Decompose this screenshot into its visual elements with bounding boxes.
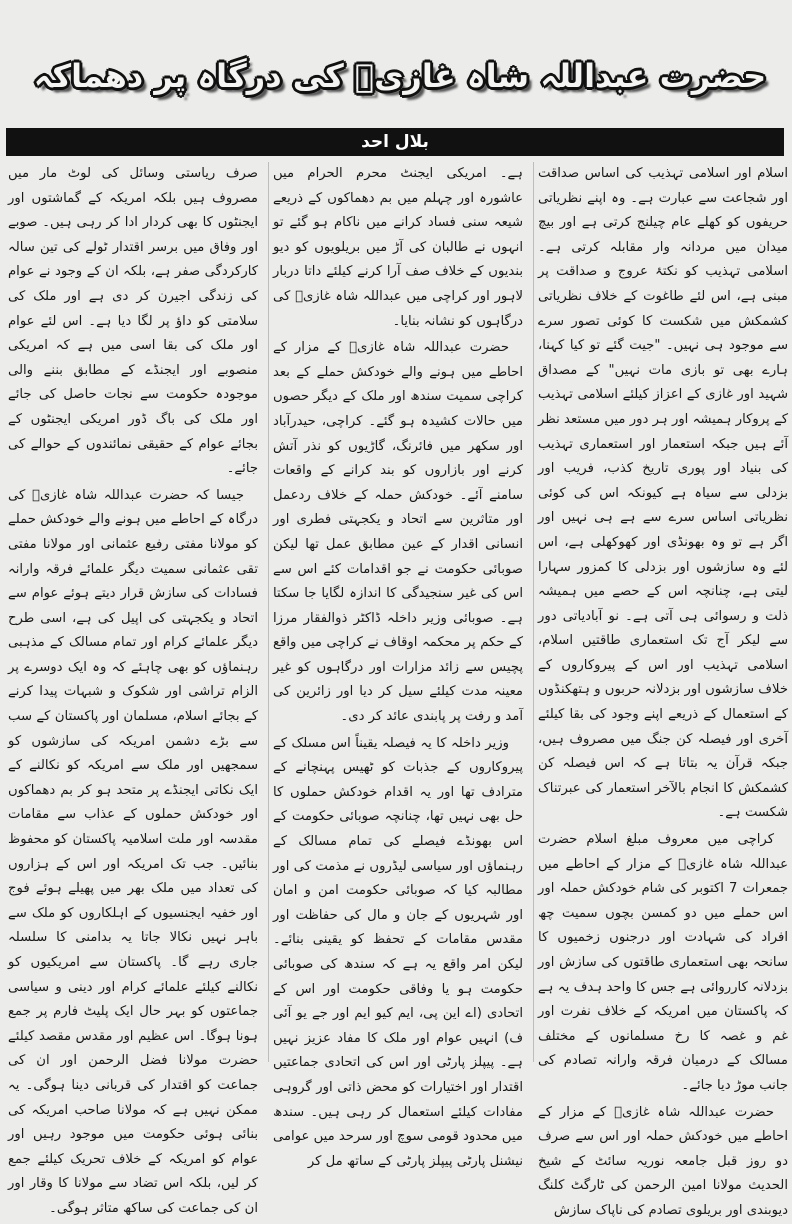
byline-bar [6, 128, 784, 156]
article-column-right [533, 162, 788, 1218]
byline: بلال احد [361, 132, 429, 152]
article-paragraph: ہے۔ امریکی ایجنٹ محرم الحرام میں عاشورہ اور چہلم میں بم دھماکوں کے ذریعے شیعہ سنی فساد کرانے میں ناکام ہو گئے تو انہوں نے طالبان کی آڑ میں بریلویوں کو دیو بندیوں کے خلاف صف آرا کرنے کیلئے داتا دربار لاہور اور کراچی میں عبداللہ شاہ غازیؒ کی درگاہوں کو نشانہ بنایا۔ [273, 166, 523, 329]
article-paragraph: جیسا کہ حضرت عبداللہ شاہ غازیؒ کی درگاہ کے احاطے میں ہونے والے خودکش حملے کو مولانا مفتی رفیع عثمانی اور مولانا مفتی تقی عثمانی سمیت دیگر علمائے فرقہ وارانہ فسادات کی سازش قرار دیتے ہوئے عوام سے اتحاد و یکجہتی کی اپیل کی ہے، اسی طرح دیگر علمائے کرام اور تمام مسالک کے مذہبی رہنماؤں کو بھی چاہئے کہ وہ ایک دوسرے پر الزام تراشی اور شکوک و شبہات پیدا کرنے کے بجائے اسلام، مسلمان اور پاکستان کے سب سے بڑے دشمن امریکہ کی سازشوں کو سمجھیں اور ملک سے امریکہ کو نکالنے کے ایک نکاتی ایجنڈے پر متحد ہو کر بم دھماکوں اور خودکش حملوں کے عذاب سے مقامات مقدسہ اور ملت اسلامیہ پاکستان کو محفوظ بنائیں۔ جب تک امریکہ اور اس کے ہزاروں کی تعداد میں ملک بھر میں پھیلے ہوئے فوج اور خفیہ ایجنسیوں کے اہلکاروں کو ملک سے باہر نہیں نکالا جاتا یہ بدامنی کا سلسلہ جاری رہے گا۔ پاکستان سے امریکیوں کو نکالنے کیلئے علمائے کرام اور دینی و سیاسی جماعتوں کو بہر حال ایک پلیٹ فارم پر جمع ہونا ہوگا۔ اس عظیم اور مقدس مقصد کیلئے حضرت مولانا فضل الرحمن اور ان کی جماعت کو اقتدار کی قربانی دینا ہوگی۔ یہ ممکن نہیں ہے کہ مولانا صاحب امریکہ کی بنائی ہوئی حکومت میں موجود رہیں اور عوام کو امریکہ کے خلاف تحریک کیلئے جمع کر لیں، بلکہ اس تضاد سے مولانا کا وقار اور ان کی جماعت کی ساکھ متاثر ہوگی۔ [8, 487, 258, 1216]
headline: حضرت عبداللہ شاہ غازیؒ کی درگاہ پر دھماکہ [33, 57, 767, 95]
article-paragraph: حضرت عبداللہ شاہ غازیؒ کے مزار کے احاطے میں خودکش حملہ اور اس سے صرف دو روز قبل جامعہ نوریہ سائٹ کے شیخ الحدیث مولانا امین الرحمن کی ٹارگٹ کلنگ دیوبندی اور بریلوی تصادم کی ناپاک سازش [538, 1104, 788, 1218]
article-paragraph: اسلام اور اسلامی تہذیب کی اساس صداقت اور شجاعت سے عبارت ہے۔ وہ اپنے نظریاتی حریفوں کو کھلے عام چیلنج کرتی ہے اور بیچ میدان میں مردانہ وار مقابلہ کرتی ہے۔ اسلامی تہذیب کو نکتۂ عروج و صداقت پر مبنی ہے، اس لئے طاغوت کے خلاف نظریاتی کشمکش میں شکست کا کوئی تصور سرے سے موجود ہی نہیں۔ "جیت گئے تو کیا کہنا، ہارے بھی تو بازی مات نہیں" کے مصداق شہید اور غازی کے اعزاز کیلئے اسلامی تہذیب کے پروکار ہمیشہ اور ہر دور میں مستعد نظر آئے ہیں جبکہ استعمار اور استعماری تہذیب کی بنیاد اور پوری تاریخ کذب، فریب اور بزدلی سے سیاہ ہے کیونکہ اس کی کوئی نظریاتی اساس سرے سے ہے ہی نہیں اور اگر ہے تو وہ بھونڈی اور کھوکھلی ہے، اس لئے وہ سازشوں اور بزدلی کا کمزور سہارا لیتی ہے، چنانچہ اس کے حصے میں ہمیشہ ذلت و رسوائی ہی آتی ہے۔ نو آبادیاتی دور سے لیکر آج تک استعماری طاقتیں اسلام، اسلامی تہذیب اور اس کے پیروکاروں کے خلاف سازشوں اور بزدلانہ حربوں و ہتھکنڈوں کے استعمال کے ذریعے اپنے وجود کی بقا کیلئے آخری اور فیصلہ کن جنگ میں مصروف ہیں، جبکہ قرآن یہ بتاتا ہے کہ اس فیصلہ کن کشمکش کا انجام بالآخر استعمار کی عبرتناک شکست ہے۔ [538, 166, 788, 821]
article-paragraph: صرف ریاستی وسائل کی لوٹ مار میں مصروف ہیں بلکہ امریکہ کے گماشتوں اور ایجنٹوں کا بھی کردار ادا کر رہی ہیں۔ صوبے اور وفاق میں برسر اقتدار ٹولے کی تین سالہ کارکردگی صفر ہے، بلکہ ان کے وجود نے عوام کی زندگی اجیرن کر دی ہے اور ملک کی سلامتی کو داؤ پر لگا دیا ہے۔ اس لئے عوام اور ملک کی بقا اسی میں ہے کہ امریکی منصوبے اور ایجنڈے کے مطابق بننے والی موجودہ حکومت سے نجات حاصل کی جائے اور ملک کی باگ ڈور امریکی ایجنٹوں کے بجائے عوام کے حقیقی نمائندوں کے حوالے کی جائے۔ [8, 166, 258, 477]
article-column-left [4, 162, 258, 1216]
article-column-middle [268, 162, 523, 1169]
article-paragraph: وزیر داخلہ کا یہ فیصلہ یقیناً اس مسلک کے پیروکاروں کے جذبات کو ٹھیس پہنچانے کے مترادف تھا اور یہ اقدام خودکش حملوں کا حل بھی نہیں تھا، چنانچہ صوبائی حکومت کے اس بھونڈے فیصلے کی تمام مسالک کے رہنماؤں اور سیاسی لیڈروں نے مذمت کی اور مطالبہ کیا کہ صوبائی حکومت امن و امان اور شہریوں کے جان و مال کی حفاظت اور مقدس مقامات کے تحفظ کو یقینی بنائے۔ لیکن امر واقع یہ ہے کہ سندھ کی صوبائی حکومت ہو یا وفاقی حکومت اور اس کے اتحادی (اے این پی، ایم کیو ایم اور جے یو آئی ف) انہیں عوام اور ملک کا مفاد عزیز نہیں ہے۔ پیپلز پارٹی اور اس کی اتحادی جماعتیں اقتدار اور اختیارات کو محض ذاتی اور گروہی مفادات کیلئے استعمال کر رہی ہیں۔ سندھ میں محدود قومی سوچ اور سرحد میں عوامی نیشنل پارٹی پیپلز پارٹی کے ساتھ مل کر [273, 735, 523, 1169]
article-paragraph: کراچی میں معروف مبلغ اسلام حضرت عبداللہ شاہ غازیؒ کے مزار کے احاطے میں جمعرات 7 اکتوبر کی شام خودکش حملہ اور اس حملے میں دو کمسن بچوں سمیت چھ افراد کی شہادت اور درجنوں زخمیوں کا سانحہ بھی استعماری طاقتوں کی سازش اور بزدلانہ کارروائی ہے جس کا واحد ہدف یہ ہے کہ پاکستان میں امریکہ کے خلاف نفرت اور غم و غصہ کا رخ مسلمانوں کے مختلف مسالک کے درمیان فرقہ وارانہ تصادم کی جانب موڑ دیا جائے۔ [538, 832, 788, 1093]
article-columns [4, 162, 788, 1218]
article-paragraph: حضرت عبداللہ شاہ غازیؒ کے مزار کے احاطے میں ہونے والے خودکش حملے کے بعد کراچی سمیت سندھ اور ملک کے دیگر حصوں میں حالات کشیدہ ہو گئے۔ کراچی، حیدرآباد اور سکھر میں فائرنگ، گاڑیوں کو نذر آتش کرنے اور بازاروں کو بند کرانے کے واقعات سامنے آئے۔ خودکش حملہ کے خلاف ردعمل اور متاثرین سے اتحاد و یکجہتی فطری اور انسانی اقدار کے عین مطابق عمل تھا لیکن صوبائی حکومت نے جو اقدامات کئے اس سے اس کی غیر سنجیدگی کا اندازہ لگایا جا سکتا ہے۔ صوبائی وزیر داخلہ ڈاکٹر ذوالفقار مرزا کے حکم پر محکمہ اوقاف نے کراچی میں واقع پچیس سے زائد مزارات اور درگاہوں کو غیر معینہ مدت کیلئے سیل کر دیا اور زائرین کی آمد و رفت پر پابندی عائد کر دی۔ [273, 340, 523, 725]
